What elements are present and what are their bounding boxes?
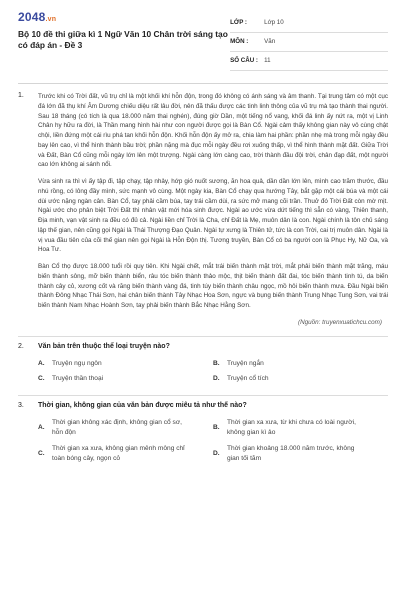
question-text: Văn bản trên thuộc thể loại truyện nào? [38, 342, 170, 350]
answer-option-b[interactable] [213, 415, 388, 441]
option-text: Thời gian xa xưa, không gian mênh mông chỉ toàn bóng cây, ngọn cỏ [52, 445, 185, 462]
meta-row-subject [230, 33, 388, 52]
passage-paragraph: Trước khi có Trời đất, vũ trụ chỉ là một khối khí hỗn độn, trong đó không có ánh sáng và âm thanh. Tại trung tâm có một cục đá lớn đã thụ khí Âm Dương chiếu diệu rất lâu đời, nên đã thấu được các tinh linh thông của vũ trụ mà tạo thành thai người. Sau 18 tháng (có tích là qua 18.000 năm thai nghén), đúng giờ Dần, một tiếng nổ vang, khối đá linh ấy nứt ra, một vị Linh Chân hy hữu ra đời, là Thần mang hình hài như con người được gọi là Bàn Cổ. Ngài cảm thấy không gian này vô cùng chật chội, liền đứng một cái rìu phá tan khối hỗn độn. Khối hỗn độn ấy mở ra, chia làm hai phần: phần nhẹ mà trong mỗi ngày đều bay lên cao, vì thể hình thành bầu trời; phần nặng mà đục mỗi ngày đều rơi xuống thấp, vì thể hình thành mặt đất. Giữa Trời và Đất, Bàn Cổ cũng mỗi ngày lớn lên một trượng. Ngài càng lớn càng cao, trời thành đầu đội trời, chân đạp đất, một người cao lớn không ai sánh nổi. [38, 93, 388, 169]
reading-passage-question [18, 92, 388, 328]
meta-value: 11 [264, 57, 271, 64]
option-text: Truyện ngắn [227, 359, 264, 367]
option-letter: A. [38, 359, 45, 367]
question-header [18, 402, 388, 409]
option-letter: B. [213, 359, 220, 367]
header-left [18, 10, 230, 71]
meta-row-class [230, 14, 388, 33]
question-3 [18, 402, 388, 467]
option-letter: C. [38, 450, 45, 457]
answer-options [38, 415, 388, 467]
document-title: Bộ 10 đề thi giữa kì 1 Ngữ Văn 10 Chân trời sáng tạo có đáp án - Đề 3 [18, 29, 228, 51]
option-text: Thời gian không xác định, không gian cổ sơ, hỗn độn [52, 419, 182, 437]
answer-option-b[interactable] [213, 356, 388, 372]
option-letter: D. [213, 375, 220, 383]
meta-key: SỐ CÂU : [230, 57, 258, 64]
question-number: 2. [18, 342, 24, 350]
option-text: Truyện cổ tích [227, 375, 269, 383]
answer-options [38, 356, 388, 388]
answer-option-d[interactable] [213, 441, 388, 467]
document-header [18, 10, 388, 71]
option-letter: C. [38, 375, 45, 383]
answer-option-a[interactable] [38, 356, 213, 372]
option-text: Truyện thần thoại [52, 375, 104, 383]
question-text: Thời gian, không gian của văn bản được miêu tả như thế nào? [38, 402, 247, 410]
passage-paragraph: Vừa sinh ra thì vì ấy tập đi, tập chạy, tập nhảy, hớp gió nuốt sương, ăn hoa quả, dần dần lớn lên, mình cao trăm thước, đầu nhú rồng, có lông đầy mình, sức mạnh vô cùng. Một ngày kia, Bàn Cổ chạy qua hướng Tây, bắt gặp một cái búa và một cái dùi ước nặng ngàn cân. Bàn Cổ, tay phải cầm búa, tay trái cầm dùi, ra sức mở mang cõi trần. Thuở đó Trời Đất còn mờ mịt. Ngài ước cho phân biệt Trời Đất thì nhân vật mới hóa sinh được. Ngài ao ước vừa dứt tiếng thì sẵn có vàng, Thiên thanh, Địa minh, vạn vật sinh ra đều có đủ cả. Ngài liền chỉ Trời là Cha, chỉ Đất là Mẹ, muôn dân là con. Ngài chính là tôn chủ sáng lập thế gian, nên cũng gọi Ngài là Thái Thượng Đạo Quân. Ngài tự xưng là Thiên tử, tức là con Trời, cai trị muôn dân. Ngài là vị vua đầu tiên của cõi thế gian nên gọi Ngài là Hỗn Độn thị. Tương truyền, Bàn Cổ có ba người con là Phục Hy, Nữ Oa, và Hoa Tư. [38, 178, 388, 254]
passage-paragraph: Bàn Cổ thọ được 18.000 tuổi rồi quy tiên. Khi Ngài chết, mắt trái biến thành mặt trời, mắt phải biến thành mặt trăng, máu biến thành sông, mỡ biến thành biển, râu tóc biến thành thảo mộc, thịt biến thành đất đai, tóc biến thành tinh tú, da biến thành cây cỏ, xương cốt và răng biến thành vàng đá, tinh túy biến thành châu ngọc, mồ hôi biến thành mưa. Đầu Ngài biến thành Đông Nhạc Thái Sơn, hai chân biến thành Tây Nhạc Hoa Sơn, ngực và bụng biến thành Trung Nhạc Tung Sơn, vai trái biến thành Nam Nhạc Hoành Sơn, tay phải biến thành Bắc Nhạc Hằng Sơn. [38, 263, 388, 309]
option-letter: B. [213, 424, 220, 432]
logo-tld: .vn [45, 16, 57, 23]
meta-key: LỚP : [230, 19, 247, 26]
question-header [18, 343, 388, 350]
divider [18, 336, 388, 337]
meta-table [230, 14, 388, 71]
question-number: 3. [18, 402, 24, 410]
answer-option-a[interactable] [38, 415, 213, 441]
passage-source: (Nguồn: truyenxuatichcu.com) [298, 318, 382, 326]
reading-passage [38, 92, 388, 328]
option-text: Thời gian khoảng 18.000 năm trước, không gian tối tăm [227, 445, 355, 462]
meta-row-question-count [230, 52, 388, 71]
meta-value: Văn [264, 38, 276, 45]
option-text: Truyện ngụ ngôn [52, 359, 102, 367]
site-logo[interactable] [18, 10, 230, 24]
question-number: 1. [18, 92, 24, 99]
answer-option-d[interactable] [213, 371, 388, 387]
meta-key: MÔN : [230, 38, 249, 45]
logo-text: 2048 [18, 10, 46, 24]
meta-value: Lớp 10 [264, 19, 284, 26]
option-letter: D. [213, 450, 220, 457]
question-2 [18, 343, 388, 388]
answer-option-c[interactable] [38, 441, 213, 467]
divider [18, 395, 388, 396]
answer-option-c[interactable] [38, 371, 213, 387]
option-letter: A. [38, 424, 45, 432]
header-divider [18, 83, 388, 84]
option-text: Thời gian xa xưa, từ khi chưa có loài người, không gian kì ảo [227, 419, 356, 437]
